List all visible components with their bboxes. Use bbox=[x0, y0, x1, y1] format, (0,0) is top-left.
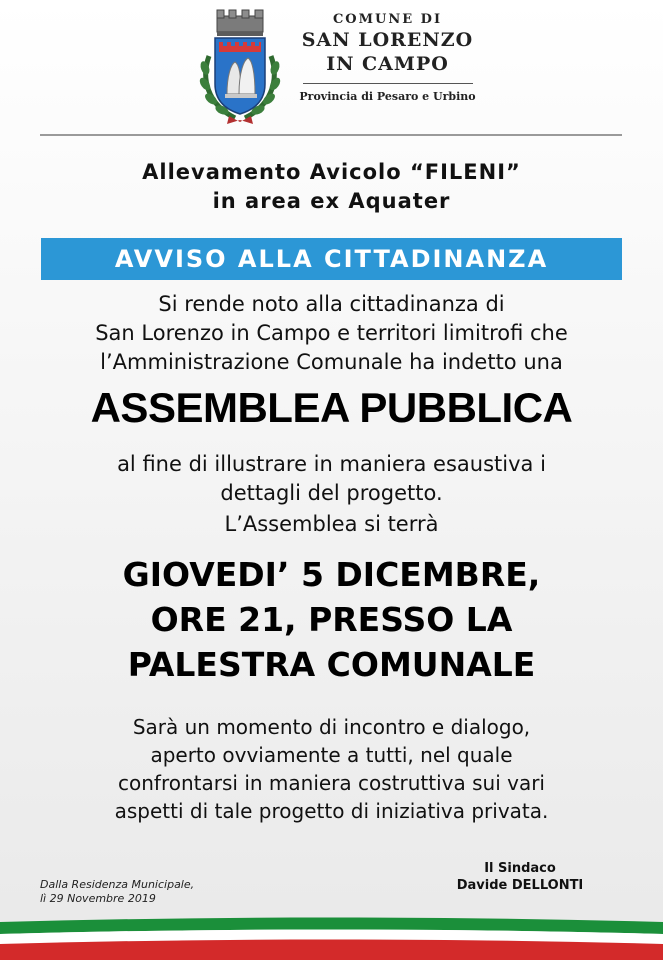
purpose-line-1: al fine di illustrare in maniera esaustiva i bbox=[117, 452, 546, 476]
closing-line-1: Sarà un momento di incontro e dialogo, bbox=[132, 715, 531, 739]
comune-name-line-1: SAN LORENZO bbox=[301, 29, 474, 51]
intro-line-2: San Lorenzo in Campo e territori limitrofi che bbox=[95, 321, 568, 345]
italian-flag-stripes bbox=[0, 914, 663, 960]
provincia-label: Provincia di Pesaro e Urbino bbox=[299, 90, 476, 103]
intro-paragraph bbox=[0, 290, 663, 377]
closing-line-2: aperto ovviamente a tutti, nel quale bbox=[150, 743, 513, 767]
comune-di-label: COMUNE DI bbox=[332, 12, 443, 27]
closing-line-4: aspetti di tale progetto di iniziativa privata. bbox=[114, 799, 549, 823]
purpose-paragraph bbox=[0, 450, 663, 508]
subject-line-1: Allevamento Avicolo “FILENI” bbox=[142, 160, 521, 184]
date-label: lì 29 Novembre 2019 bbox=[40, 892, 156, 905]
intro-line-1: Si rende noto alla cittadinanza di bbox=[158, 292, 505, 316]
comune-name-line-2: IN CAMPO bbox=[326, 53, 449, 75]
when-line-1: GIOVEDI’ 5 DICEMBRE, bbox=[122, 555, 541, 594]
when-intro: L’Assemblea si terrà bbox=[224, 512, 439, 536]
when-line-3: PALESTRA COMUNALE bbox=[127, 645, 536, 684]
signature-role: Il Sindaco bbox=[484, 861, 556, 876]
closing-paragraph bbox=[0, 713, 663, 825]
assembly-headline: ASSEMBLEA PUBBLICA bbox=[90, 384, 573, 431]
intro-line-3: l’Amministrazione Comunale ha indetto una bbox=[100, 350, 563, 374]
closing-line-3: confrontarsi in maniera costruttiva sui vari bbox=[118, 771, 545, 795]
municipality-name-block bbox=[290, 12, 485, 103]
when-line-2: ORE 21, PRESSO LA bbox=[150, 600, 513, 639]
notice-subject bbox=[0, 158, 663, 216]
subject-line-2: in area ex Aquater bbox=[212, 189, 451, 213]
place-label: Dalla Residenza Municipale, bbox=[40, 878, 195, 891]
event-date-place bbox=[0, 552, 663, 687]
letterhead-divider bbox=[303, 83, 473, 84]
letterhead bbox=[0, 0, 663, 135]
mayor-signature bbox=[435, 860, 605, 894]
notice-banner: AVVISO ALLA CITTADINANZA bbox=[41, 238, 622, 280]
header-rule bbox=[40, 134, 622, 136]
purpose-line-2: dettagli del progetto. bbox=[220, 481, 443, 505]
place-and-date bbox=[40, 878, 260, 906]
signature-name: Davide DELLONTI bbox=[456, 878, 584, 893]
municipal-crest-icon bbox=[195, 6, 285, 126]
